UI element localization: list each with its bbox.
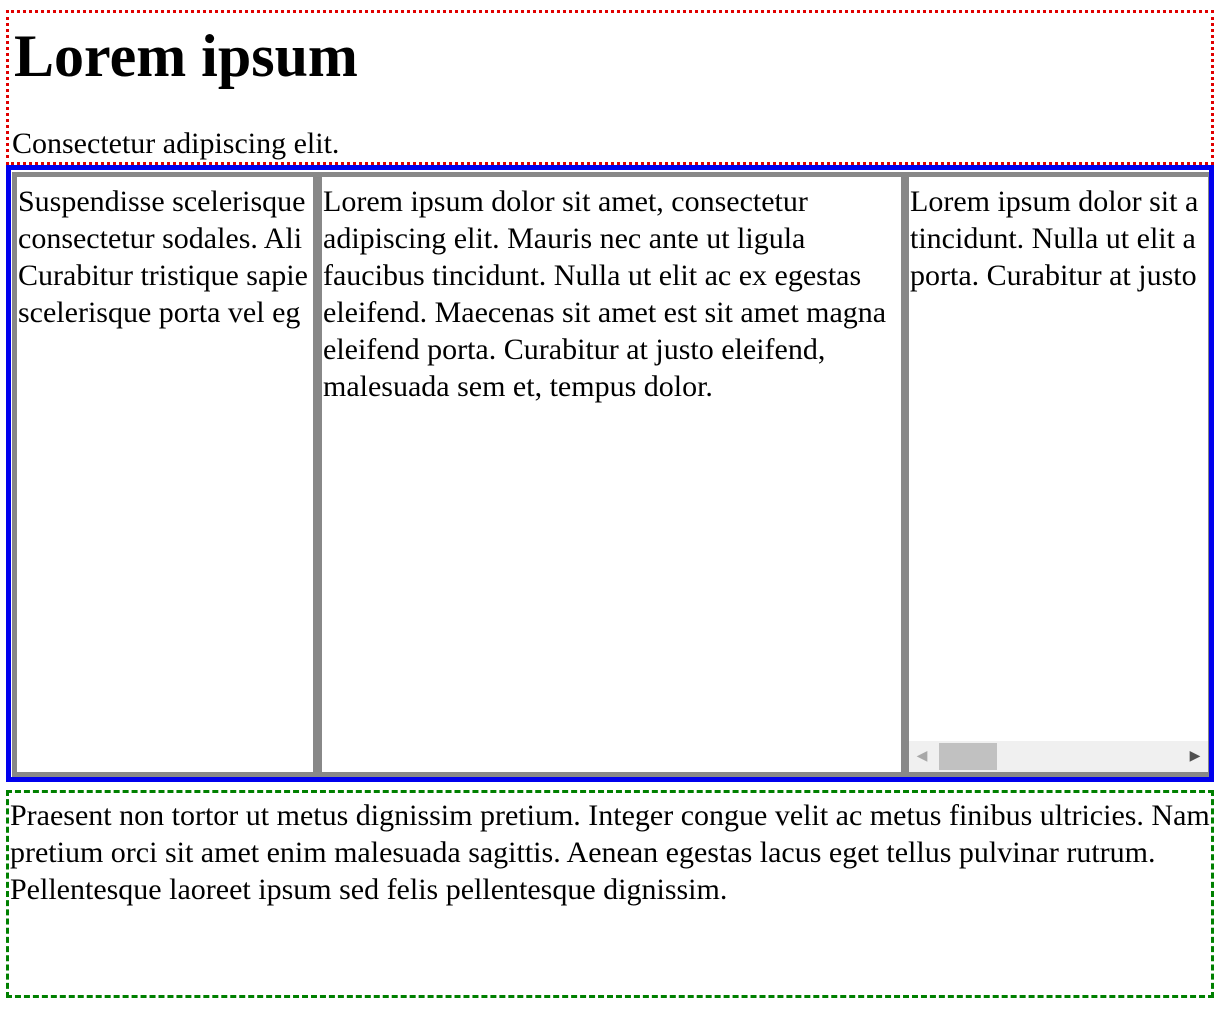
header-section	[6, 10, 1214, 165]
column-1-line: consectetur sodales. Ali	[18, 222, 303, 255]
column-3-line: porta. Curabitur at justo	[910, 259, 1197, 292]
column-1-line: Curabitur tristique sapie	[18, 259, 308, 292]
column-1-line: Suspendisse scelerisque	[18, 185, 306, 218]
column-2-pane[interactable]	[317, 172, 909, 777]
column-2-text: Lorem ipsum dolor sit amet, consectetur adipiscing elit. Mauris nec ante ut ligula faucibus tincidunt. Nulla ut elit ac ex egestas eleifend. Maecenas sit amet est sit amet magna eleifend porta. Curabitur at justo eleifend, malesuada sem et, tempus dolor.	[323, 185, 887, 403]
columns-container	[6, 165, 1214, 782]
column-1-line: scelerisque porta vel eg	[18, 296, 301, 329]
column-1-pane[interactable]	[12, 172, 321, 777]
page-subtitle: Consectetur adipiscing elit.	[12, 127, 340, 160]
scrollbar-thumb[interactable]	[939, 743, 997, 770]
column-3-line: tincidunt. Nulla ut elit a	[910, 222, 1196, 255]
horizontal-scrollbar[interactable]	[909, 741, 1208, 772]
column-3-line: Lorem ipsum dolor sit a	[910, 185, 1199, 218]
page-title: Lorem ipsum	[14, 23, 358, 89]
arrow-right-icon[interactable]: ▶	[1189, 748, 1201, 764]
column-1-text	[18, 183, 321, 331]
footer-section	[6, 790, 1214, 998]
column-3-text	[910, 183, 1213, 294]
arrow-left-icon[interactable]: ◀	[916, 748, 928, 764]
footer-text: Praesent non tortor ut metus dignissim pretium. Integer congue velit ac metus finibus ultricies. Nam pretium orci sit amet enim malesuada sagittis. Aenean egestas lacus eget tellus pulvinar rutrum. Pellentesque laoreet ipsum sed felis pellentesque dignissim.	[10, 799, 1210, 906]
column-3-pane[interactable]	[904, 172, 1213, 777]
